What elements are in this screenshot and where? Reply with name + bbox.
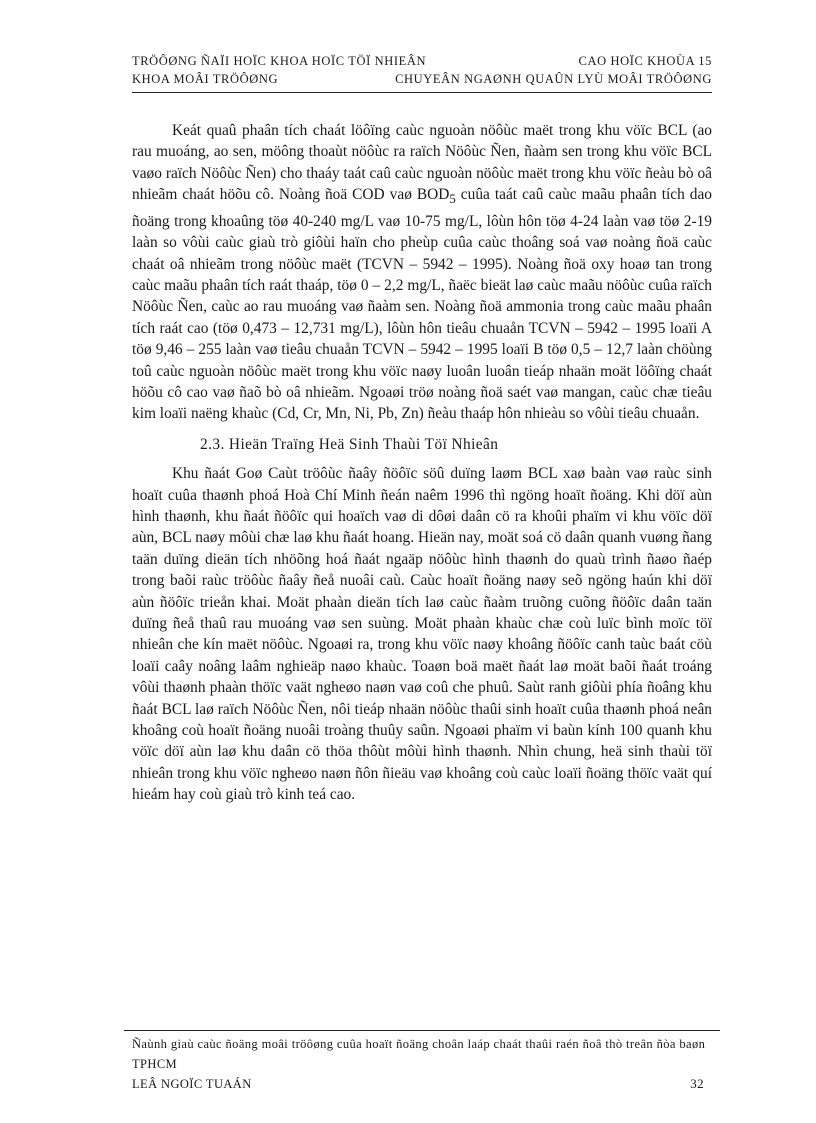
footer-thesis-title: Ñaùnh giaù caùc ñoäng moâi tröôøng cuûa hoaït ñoäng choân laáp chaát thaûi raén ñoâ thò treân ñòa baøn TPHCM <box>132 1037 706 1071</box>
footer-divider <box>124 1030 720 1031</box>
page-header <box>132 52 712 88</box>
paragraph-water-quality <box>132 120 712 425</box>
header-faculty: KHOA MOÂI TRÖÔØNG <box>132 72 279 86</box>
page-body <box>132 120 712 806</box>
paragraph-text: cuûa taát caû caùc maãu phaân tích dao ñoäng trong khoaûng töø 40-240 mg/L vaø 10-75 mg/L, lôùn hôn töø 4-24 laàn vaø töø 2-19 laàn so vôùi caùc giaù trò giôùi haïn cho pheùp cuûa caùc thoâng soá vaø noàng ñoä caùc chaát oâ nhieãm trong nöôùc maët (TCVN – 5942 – 1995). Noàng ñoä oxy hoaø tan trong caùc maãu phaân tích raát thaáp, töø 0 – 2,2 mg/L, ñaëc bieät laø caùc maãu nöôùc cuûa raïch Nöôùc Ñen, caùc ao rau muoáng vaø ñaàm sen. Noàng ñoä ammonia trong caùc maãu phaân tích raát cao (töø 0,473 – 12,731 mg/L), lôùn hôn tieâu chuaån TCVN – 5942 – 1995 loaïi A töø 9,46 – 255 laàn vaø tieâu chuaån TCVN – 5942 – 1995 loaïi B töø 0,5 – 12,7 laàn chöùng toû caùc nguoàn nöôùc maët trong khu vöïc naøy luoân luoân tieáp nhaän moät löôïng chaát höõu cô cao vaø ñaõ bò oâ nhieãm. Ngoaøi tröø noàng ñoä saét vaø mangan, caùc chæ tieâu kim loaïi naëng khaùc (Cd, Cr, Mn, Ni, Pb, Zn) ñeàu thaáp hôn nhieàu so vôùi tieâu chuaån. <box>132 186 712 423</box>
header-row-1 <box>132 52 712 70</box>
header-university: TRÖÔØNG ÑAÏI HOÏC KHOA HOÏC TÖÏ NHIEÂN <box>132 54 427 68</box>
header-major: CHUYEÂN NGAØNH QUAÛN LYÙ MOÂI TRÖÔØNG <box>395 72 712 86</box>
page-footer <box>132 1034 712 1094</box>
subscript: 5 <box>449 192 456 207</box>
paragraph-text: Keát quaû phaân tích chaát löôïng caùc nguoàn nöôùc maët trong khu vöïc BCL (ao rau muoáng, ao sen, möông thoaùt nöôùc ra raïch Nöôùc Ñen, ñaàm sen trong khu vöïc BCL vaøo raïch Nöôùc Ñen) cho thaáy taát caû caùc nguoàn nöôùc maët trong khu vöïc ñeàu bò oâ nhieãm chaát höõu cô. Noàng ñoä COD vaø BOD <box>132 122 712 204</box>
header-course: CAO HOÏC KHOÙA 15 <box>578 54 712 68</box>
page-number: 32 <box>690 1076 704 1091</box>
header-row-2 <box>132 70 712 88</box>
section-heading: 2.3. Hieän Traïng Heä Sinh Thaùi Töï Nhieân <box>200 435 499 453</box>
footer-row <box>132 1074 712 1094</box>
paragraph-ecosystem: Khu ñaát Goø Caùt tröôùc ñaây ñöôïc söû duïng laøm BCL xaø baàn vaø raùc sinh hoaït cuûa thaønh phoá Hoà Chí Minh ñeán naêm 1996 thì ngöng hoaït ñoäng. Khi döï aùn hình thaønh, khu ñaát ñöôïc qui hoaïch vaø di dôøi daân cö ra khoûi phaïm vi khu vöïc döï aùn, BCL naøy môùi chæ laø khu ñaát hoang. Hieän nay, moät soá cö daân quanh vuøng ñang taän duïng dieän tích nhöõng hoá ñaát ngaäp nöôùc hình thaønh do quaù trình ñaøo ñaép trong baõi raùc tröôùc ñaây ñeå nuoâi caù. Caùc hoaït ñoäng naøy seõ ngöng haún khi döï aùn ñöôïc trieån khai. Moät phaàn dieän tích laø caùc ñaàm truõng cuõng ñöôïc daân taän duïng ñeå thaû rau muoáng vaø sen suùng. Moät phaàn khaùc chæ coù luïc bình moïc töï nhieân che kín maët nöôùc. Ngoaøi ra, trong khu vöïc naøy khoâng ñöôïc canh taùc baát cöù loaïi caây noâng laâm nghieäp naøo khaùc. Toaøn boä maët ñaát laø moät baõi ñaát troáng vôùi thaønh phaàn thöïc vaät ngheøo naøn vaø coû che phuû. Saùt ranh giôùi phía ñoâng khu ñaát BCL laø raïch Nöôùc Ñen, nôi tieáp nhaän nöôùc thaûi sinh hoaït cuûa thaønh phoá neân khoâng coù hoaït ñoäng nuoâi troàng thuûy saûn. Ngoaøi phaïm vi baùn kính 100 quanh khu vöïc döï aùn laø khu daân cö thöa thôùt môùi hình thaønh. Nhìn chung, heä sinh thaùi töï nhieân trong khu vöïc ngheøo naøn ñôn ñieäu vaø khoâng coù caùc loaïi ñoäng thöïc vaät quí hieám hay coù giaù trò kinh teá cao. <box>132 465 712 804</box>
footer-author: LEÂ NGOÏC TUAÁN <box>132 1077 252 1091</box>
header-divider <box>132 92 712 93</box>
